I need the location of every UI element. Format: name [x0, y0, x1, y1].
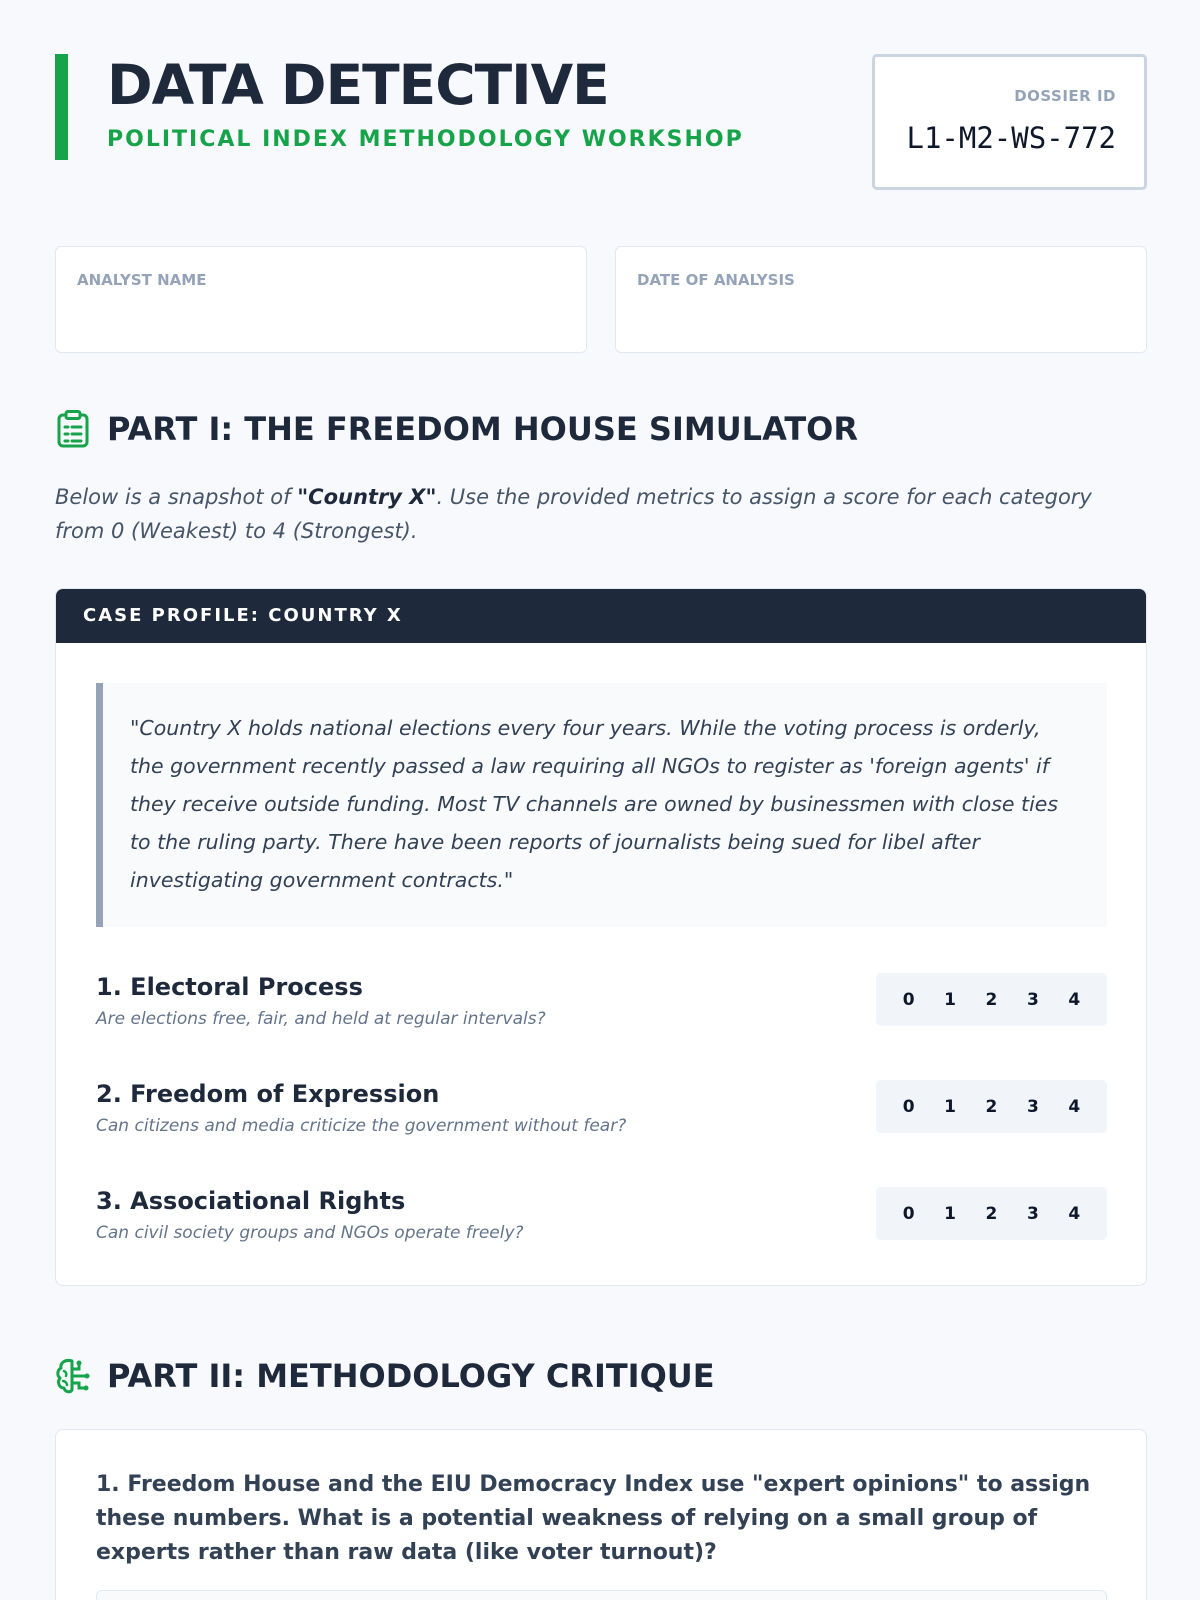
score-selector	[876, 973, 1107, 1026]
score-option-0[interactable]: 0	[902, 1096, 915, 1117]
score-option-3[interactable]: 3	[1026, 1096, 1039, 1117]
dossier-box	[872, 54, 1147, 190]
intro-country-name: "Country X"	[297, 485, 437, 509]
metric-question: Can citizens and media criticize the government without fear?	[96, 1116, 627, 1136]
metric-title: 3. Associational Rights	[96, 1187, 406, 1215]
score-selector	[876, 1080, 1107, 1133]
part1-intro	[55, 480, 1147, 548]
score-selector	[876, 1187, 1107, 1240]
date-of-analysis-field	[615, 246, 1147, 353]
case-quote	[96, 683, 1107, 927]
analyst-name-input[interactable]	[77, 297, 567, 335]
part1-heading	[55, 408, 1147, 452]
metric-electoral-process	[96, 973, 1107, 1033]
page-title: DATA DETECTIVE	[107, 53, 609, 117]
intro-text-start: Below is a snapshot of	[55, 485, 298, 509]
dossier-id: L1-M2-WS-772	[906, 121, 1116, 155]
case-quote-text: "Country X holds national elections every four years. While the voting process is orderly, the government recently passed a law requiring all NGOs to register as 'foreign agents' if they receive outside funding. Most TV channels are owned by businessmen with close ties to the ruling party. There have been reports of journalists being sued for libel after investigating government contracts."	[130, 716, 1059, 892]
metric-question: Can civil society groups and NGOs operate freely?	[96, 1223, 524, 1243]
worksheet-page	[55, 0, 1147, 1600]
score-option-1[interactable]: 1	[944, 989, 956, 1010]
analyst-name-field	[55, 246, 587, 353]
brain-icon	[55, 1357, 91, 1395]
metric-question: Are elections free, fair, and held at regular intervals?	[96, 1009, 546, 1029]
score-option-1[interactable]: 1	[944, 1203, 956, 1224]
score-option-2[interactable]: 2	[985, 989, 998, 1010]
metric-title: 1. Electoral Process	[96, 973, 363, 1001]
score-option-3[interactable]: 3	[1026, 1203, 1039, 1224]
score-option-4[interactable]: 4	[1068, 1096, 1081, 1117]
score-option-4[interactable]: 4	[1068, 989, 1081, 1010]
date-of-analysis-label: DATE OF ANALYSIS	[637, 271, 795, 289]
methodology-critique-card	[55, 1429, 1147, 1600]
score-option-4[interactable]: 4	[1068, 1203, 1081, 1224]
header-accent-bar	[55, 54, 68, 160]
critique-question-1: 1. Freedom House and the EIU Democracy Index use "expert opinions" to assign these numbers. What is a potential weakness of relying on a small group of experts rather than raw data (like voter turnout)?	[96, 1472, 1091, 1565]
case-profile-card	[55, 588, 1147, 1286]
case-profile-header	[56, 589, 1146, 643]
intro-text-end: . Use the provided metrics to assign a score for each category from 0 (Weakest) to 4 (Strongest).	[55, 485, 1092, 543]
score-option-0[interactable]: 0	[902, 989, 915, 1010]
metric-title: 2. Freedom of Expression	[96, 1080, 440, 1108]
score-option-2[interactable]: 2	[985, 1203, 998, 1224]
score-option-3[interactable]: 3	[1026, 989, 1039, 1010]
critique-answer-box[interactable]	[96, 1590, 1107, 1600]
worksheet-header	[55, 54, 1147, 194]
metric-freedom-of-expression	[96, 1080, 1107, 1140]
part2-title: PART II: METHODOLOGY CRITIQUE	[107, 1357, 715, 1395]
part1-title: PART I: THE FREEDOM HOUSE SIMULATOR	[107, 410, 859, 448]
clipboard-list-icon	[55, 410, 91, 448]
page-subtitle: POLITICAL INDEX METHODOLOGY WORKSHOP	[107, 127, 744, 152]
score-option-1[interactable]: 1	[944, 1096, 956, 1117]
analyst-name-label: ANALYST NAME	[77, 271, 207, 289]
date-of-analysis-input[interactable]	[637, 297, 1127, 335]
score-option-2[interactable]: 2	[985, 1096, 998, 1117]
case-profile-title: CASE PROFILE: COUNTRY X	[83, 605, 403, 626]
dossier-label: DOSSIER ID	[1014, 87, 1116, 105]
metric-associational-rights	[96, 1187, 1107, 1247]
part2-heading	[55, 1355, 1147, 1399]
score-option-0[interactable]: 0	[902, 1203, 915, 1224]
